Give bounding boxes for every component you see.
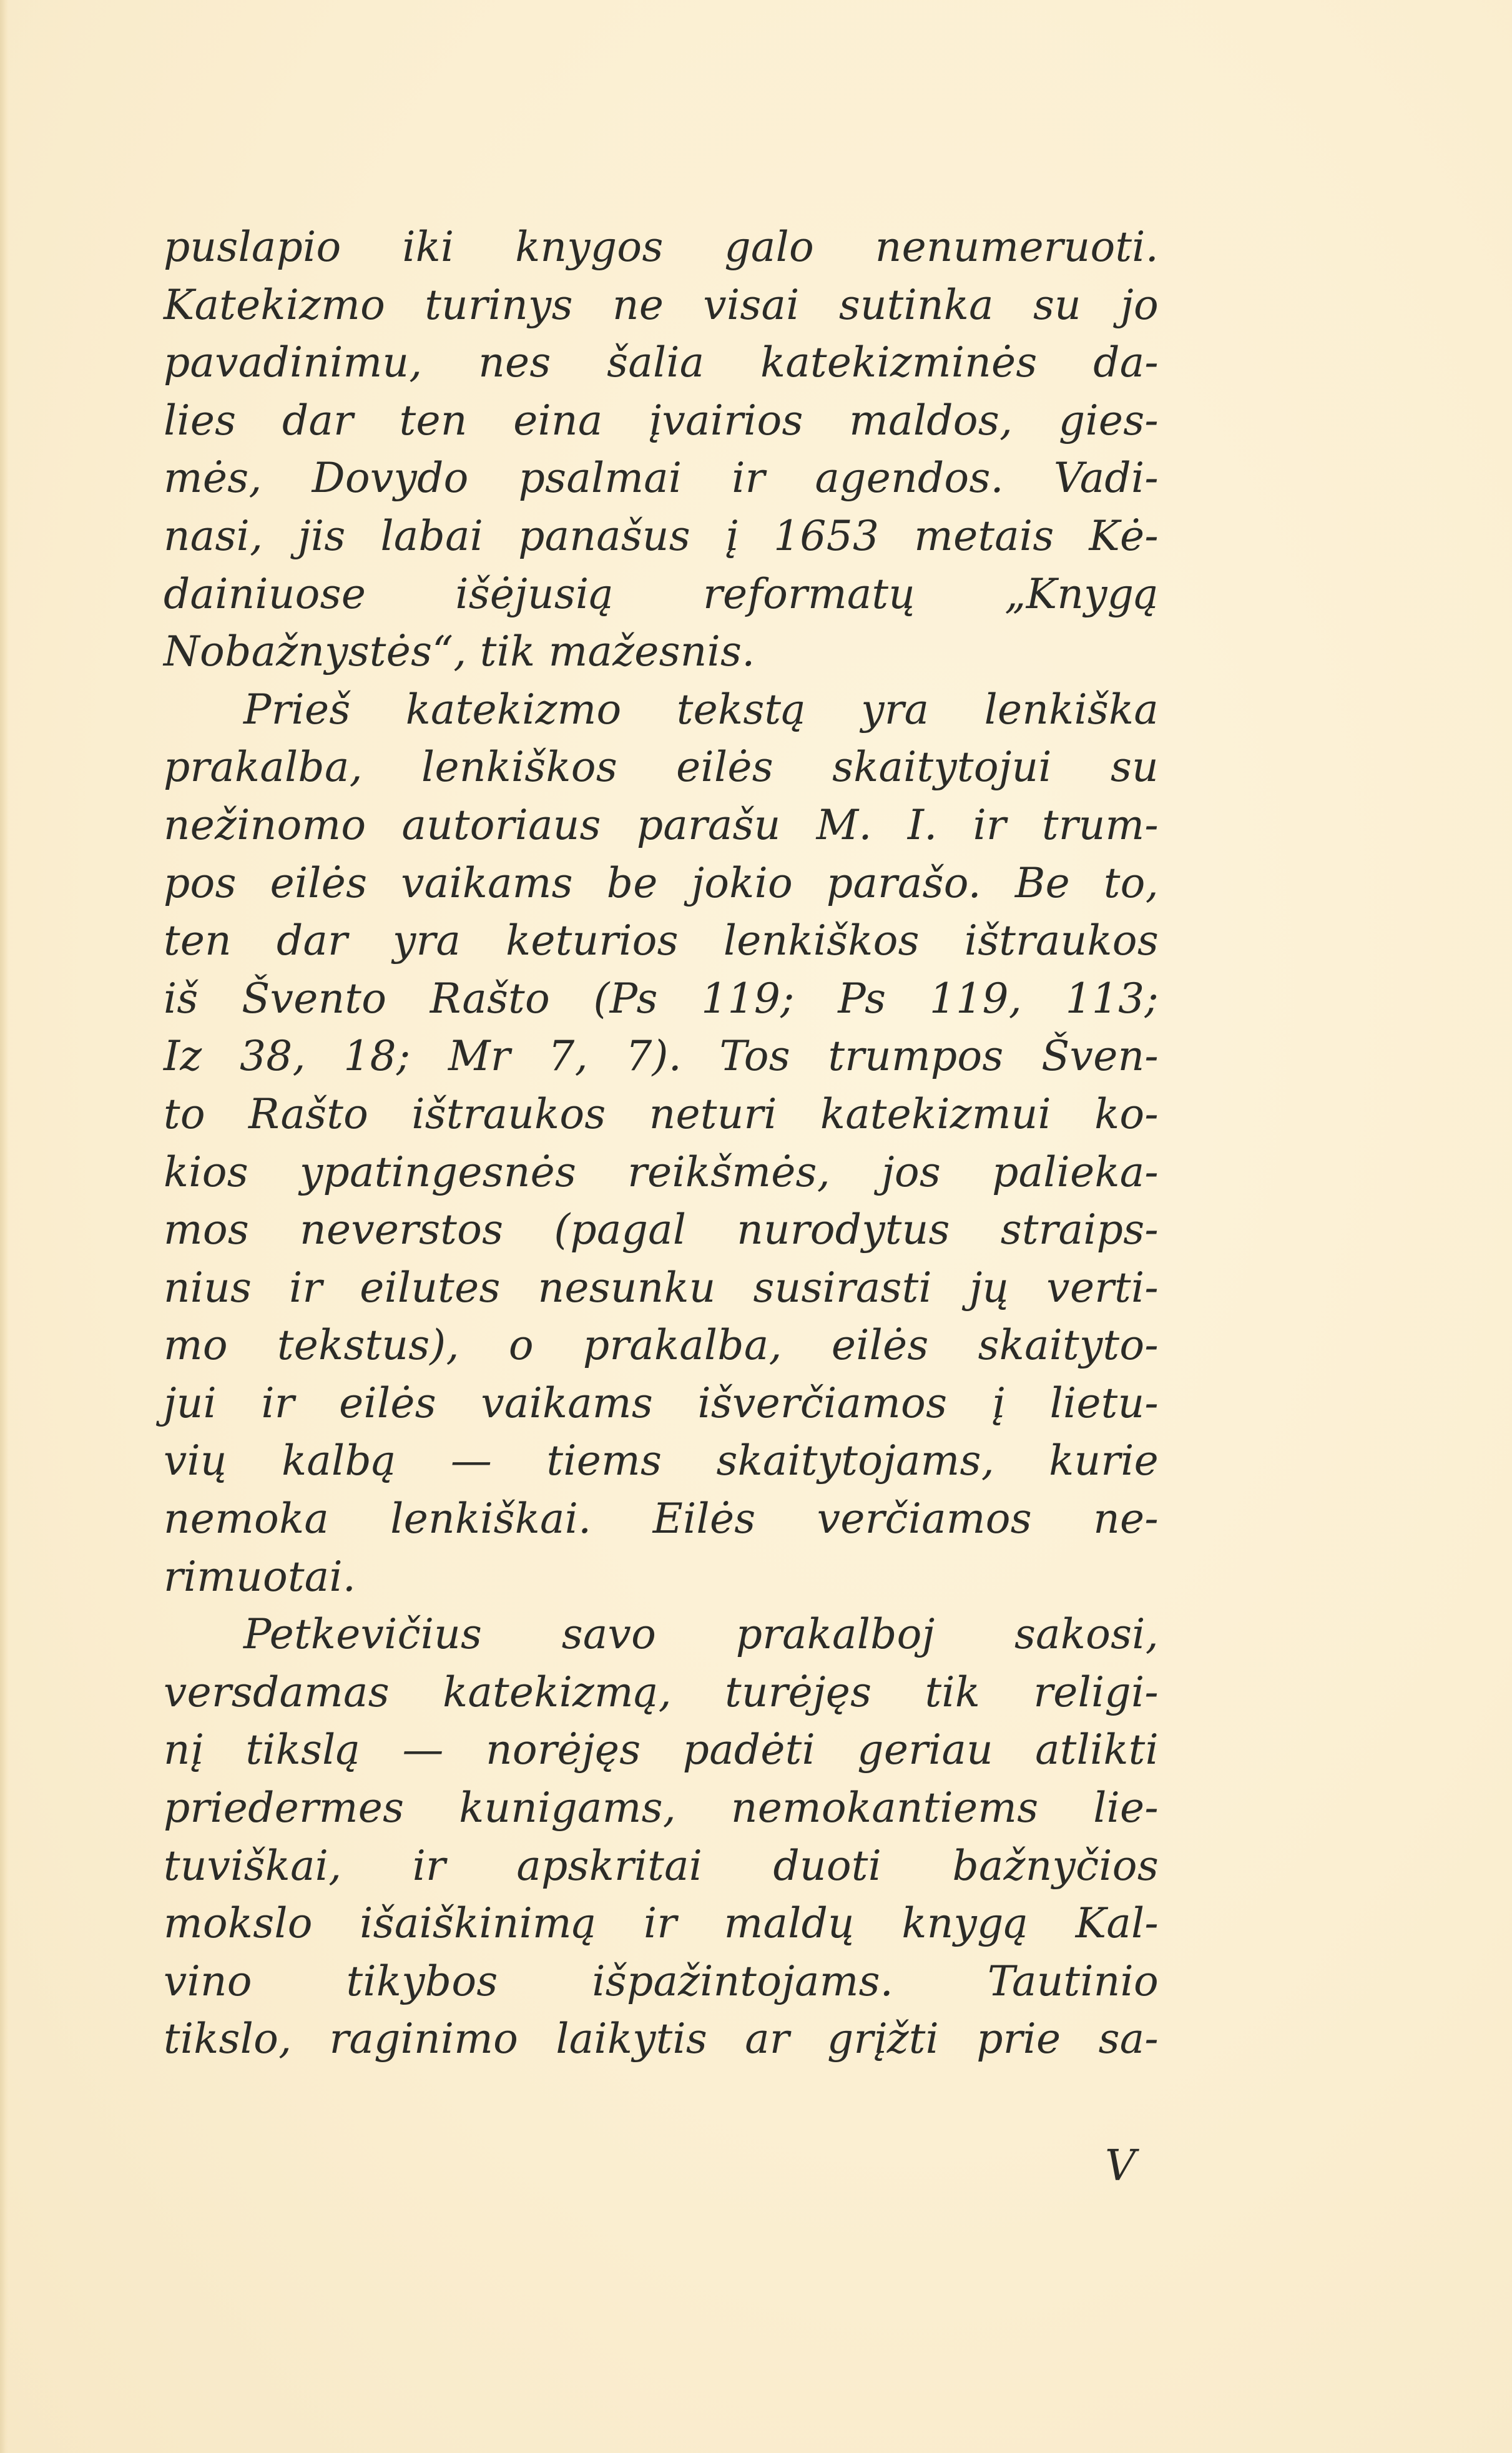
text-line: Nobažnystės“, tik mažesnis. bbox=[164, 627, 755, 676]
text-line: puslapio iki knygos galo nenumeruoti. bbox=[164, 223, 1159, 271]
page-number: V bbox=[1105, 2141, 1136, 2191]
text-line: nemoka lenkiškai. Eilės verčiamos ne- bbox=[164, 1495, 1159, 1543]
paragraph-3 bbox=[164, 1606, 1159, 2068]
text-line: Prieš katekizmo tekstą yra lenkiška bbox=[243, 685, 1159, 734]
text-line: jui ir eilės vaikams išverčiamos į lietu- bbox=[164, 1379, 1159, 1427]
text-line: priedermes kunigams, nemokantiems lie- bbox=[164, 1784, 1159, 1832]
text-line: mos neverstos (pagal nurodytus straips- bbox=[164, 1206, 1159, 1254]
text-line: Petkevičius savo prakalboj sakosi, bbox=[243, 1610, 1159, 1659]
text-line: nasi, jis labai panašus į 1653 metais Kė- bbox=[164, 511, 1159, 560]
text-line: tuviškai, ir apskritai duoti bažnyčios bbox=[164, 1841, 1159, 1890]
text-line: versdamas katekizmą, turėjęs tik religi- bbox=[164, 1668, 1159, 1716]
text-line: mės, Dovydo psalmai ir agendos. Vadi- bbox=[164, 454, 1159, 503]
text-line: vių kalbą — tiems skaitytojams, kurie bbox=[164, 1437, 1159, 1485]
text-line: Katekizmo turinys ne visai sutinka su jo bbox=[164, 280, 1159, 329]
text-line: nius ir eilutes nesunku susirasti jų verti- bbox=[164, 1263, 1159, 1312]
text-line: rimuotai. bbox=[164, 1552, 356, 1601]
text-line: ten dar yra keturios lenkiškos ištraukos bbox=[164, 917, 1159, 965]
text-line: mokslo išaiškinimą ir maldų knygą Kal- bbox=[164, 1899, 1159, 1948]
text-line: pavadinimu, nes šalia katekizminės da- bbox=[164, 338, 1159, 387]
text-line: to Rašto ištraukos neturi katekizmui ko- bbox=[164, 1089, 1159, 1138]
text-line: dainiuose išėjusią reformatų „Knygą bbox=[164, 569, 1159, 618]
text-line: Iz 38, 18; Mr 7, 7). Tos trumpos Šven- bbox=[164, 1032, 1159, 1081]
paragraph-2 bbox=[164, 681, 1159, 1606]
text-line: vino tikybos išpažintojams. Tautinio bbox=[164, 1957, 1159, 2005]
text-line: lies dar ten eina įvairios maldos, gies- bbox=[164, 396, 1159, 445]
text-line: nį tikslą — norėjęs padėti geriau atlikti bbox=[164, 1726, 1159, 1774]
text-line: tikslo, raginimo laikytis ar grįžti prie sa- bbox=[164, 2015, 1159, 2063]
text-line: nežinomo autoriaus parašu M. I. ir trum- bbox=[164, 800, 1159, 849]
text-line: mo tekstus), o prakalba, eilės skaityto- bbox=[164, 1321, 1159, 1370]
text-line: iš Švento Rašto (Ps 119; Ps 119, 113; bbox=[164, 974, 1159, 1023]
text-line: kios ypatingesnės reikšmės, jos palieka- bbox=[164, 1148, 1159, 1196]
paragraph-1 bbox=[164, 219, 1159, 681]
page-binding-edge bbox=[0, 0, 9, 2453]
text-line: prakalba, lenkiškos eilės skaitytojui su bbox=[164, 743, 1159, 792]
text-line: pos eilės vaikams be jokio parašo. Be to, bbox=[164, 858, 1159, 907]
body-text bbox=[164, 219, 1159, 2068]
